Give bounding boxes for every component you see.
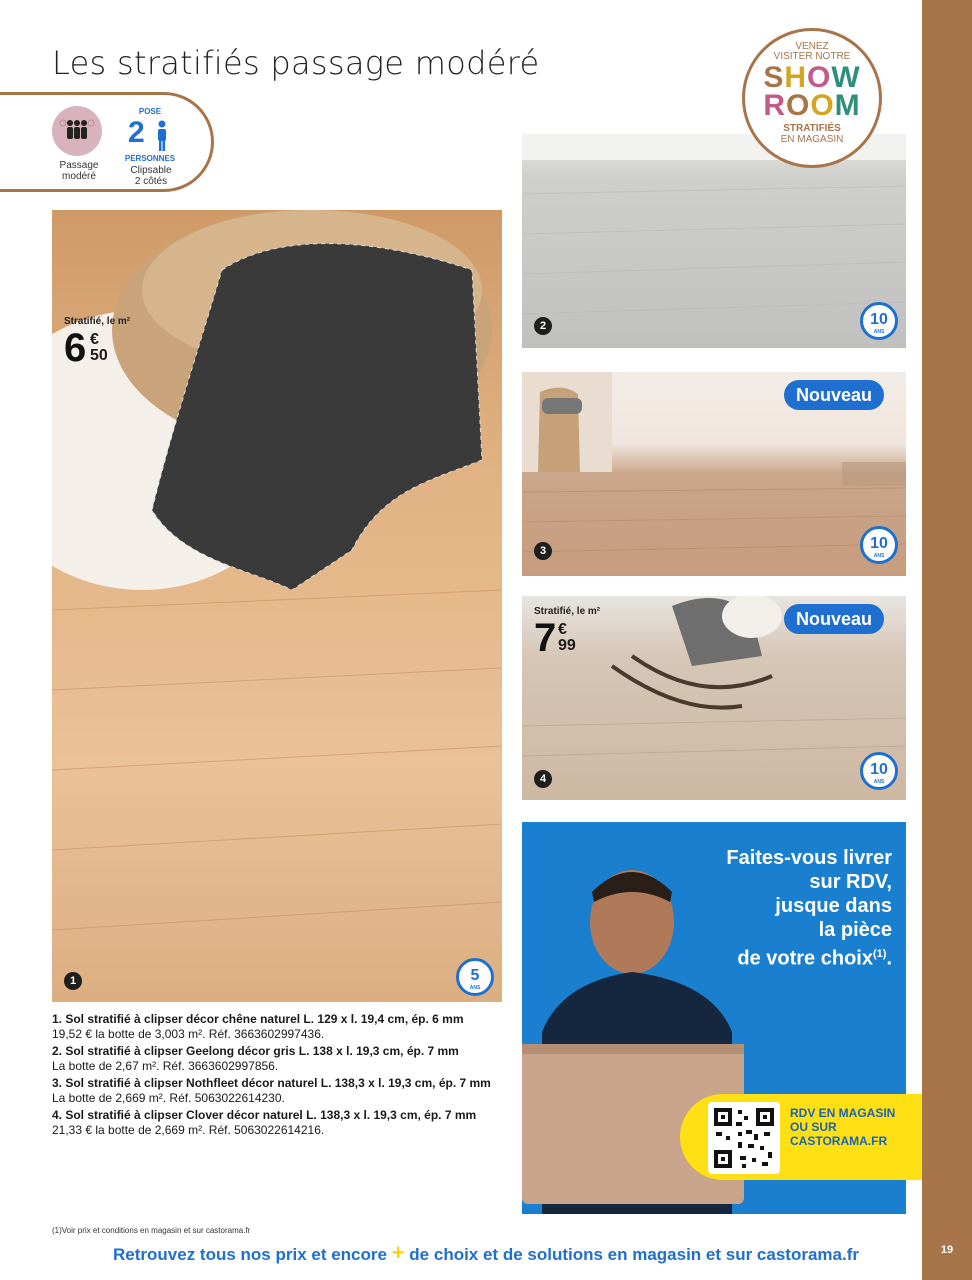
warranty-unit: ANS [873, 779, 885, 785]
plus-icon: + [391, 1240, 405, 1265]
promo-line5-end: . [886, 947, 892, 970]
photo-1 [52, 210, 502, 1002]
traffic-label: Passage modéré [59, 160, 99, 182]
clip-label: Clipsable 2 côtés [130, 165, 172, 187]
photo-4 [522, 596, 906, 800]
bottom-banner[interactable] [0, 1240, 972, 1266]
badge-line2: VISITER NOTRE [773, 51, 851, 62]
warranty-years: 10 [870, 311, 888, 328]
price-currency-1: € [90, 331, 99, 348]
side-band [922, 0, 972, 1280]
warranty-unit: ANS [873, 329, 885, 335]
warranty-unit: ANS [873, 553, 885, 559]
pose-number: 2 [128, 116, 145, 149]
qr-code-icon[interactable] [708, 1102, 780, 1174]
price-euros-1: 6 [64, 326, 87, 370]
promo-text [632, 846, 892, 971]
product-title: 3. Sol stratifié à clipser Nothfleet décor naturel L. 138,3 x l. 19,3 cm, ép. 7 mm [52, 1076, 491, 1090]
price-currency-4: € [558, 621, 567, 638]
product-title: 1. Sol stratifié à clipser décor chêne naturel L. 129 x l. 19,4 cm, ép. 6 mm [52, 1012, 464, 1026]
promo-line: la pièce [818, 919, 892, 941]
price-euros-4: 7 [534, 616, 557, 660]
photo-2 [522, 134, 906, 348]
photo-number-4: 4 [534, 770, 552, 788]
product-list [52, 1012, 502, 1140]
warranty-10-icon [860, 526, 898, 564]
traffic-people-icon [52, 106, 102, 156]
banner-part3: .fr [841, 1245, 859, 1264]
warranty-unit: ANS [469, 985, 481, 991]
product-detail: 21,33 € la botte de 2,669 m². Réf. 5063022614216. [52, 1123, 325, 1137]
warranty-10-icon [860, 302, 898, 340]
product-detail: La botte de 2,669 m². Réf. 5063022614230. [52, 1091, 285, 1105]
product-item [52, 1012, 502, 1042]
promo-line5: de votre choix [737, 947, 873, 970]
price-cents-1: 50 [90, 347, 108, 364]
promo-line: Faites-vous livrer [726, 847, 892, 869]
rdv-link[interactable]: RDV EN MAGASIN OU SUR CASTORAMA.FR [790, 1106, 896, 1148]
promo-sup: (1) [872, 948, 887, 960]
page-title: Les stratifiés passage modéré [52, 44, 540, 82]
pose-persons-label: PERSONNES [124, 154, 176, 163]
badge-show: SHOW [763, 61, 861, 94]
person-icon [154, 120, 170, 157]
warranty-years: 10 [870, 535, 888, 552]
badge-line4: EN MAGASIN [780, 134, 844, 145]
photo-3 [522, 372, 906, 576]
photo-number-2: 2 [534, 317, 552, 335]
warranty-5-icon [456, 958, 494, 996]
badge-room: ROOM [763, 89, 861, 122]
price-cents-4: 99 [558, 637, 576, 654]
nouveau-badge-3: Nouveau [784, 380, 884, 410]
banner-part2: de choix et de solutions en magasin et sur castorama [409, 1245, 842, 1264]
badge-line3: STRATIFIÉS [783, 123, 841, 134]
showroom-badge [742, 28, 882, 168]
product-title: 4. Sol stratifié à clipser Clover décor naturel L. 138,3 x l. 19,3 cm, ép. 7 mm [52, 1108, 477, 1122]
badge-line1: VENEZ [795, 41, 829, 52]
warranty-10-icon [860, 752, 898, 790]
product-item [52, 1044, 502, 1074]
product-title: 2. Sol stratifié à clipser Geelong décor gris L. 138 x l. 19,3 cm, ép. 7 mm [52, 1044, 459, 1058]
page-number: 19 [940, 1244, 954, 1256]
price-label-4: Stratifié, le m² [534, 606, 601, 617]
product-item [52, 1108, 502, 1138]
warranty-years: 10 [870, 761, 888, 778]
promo-line: jusque dans [775, 895, 892, 917]
warranty-years: 5 [470, 967, 480, 984]
photo-number-1: 1 [64, 972, 82, 990]
product-detail: 19,52 € la botte de 3,003 m². Réf. 3663602997436. [52, 1027, 325, 1041]
price-label-1: Stratifié, le m² [64, 316, 131, 327]
promo-line: sur RDV, [809, 871, 892, 893]
pose-label: POSE [138, 107, 162, 116]
footnote: (1)Voir prix et conditions en magasin et sur castorama.fr [52, 1226, 251, 1235]
nouveau-badge-4: Nouveau [784, 604, 884, 634]
photo-number-3: 3 [534, 542, 552, 560]
product-item [52, 1076, 502, 1106]
banner-part1: Retrouvez tous nos prix et encore [113, 1245, 387, 1264]
promo-line [632, 942, 892, 971]
product-detail: La botte de 2,67 m². Réf. 3663602997856. [52, 1059, 279, 1073]
